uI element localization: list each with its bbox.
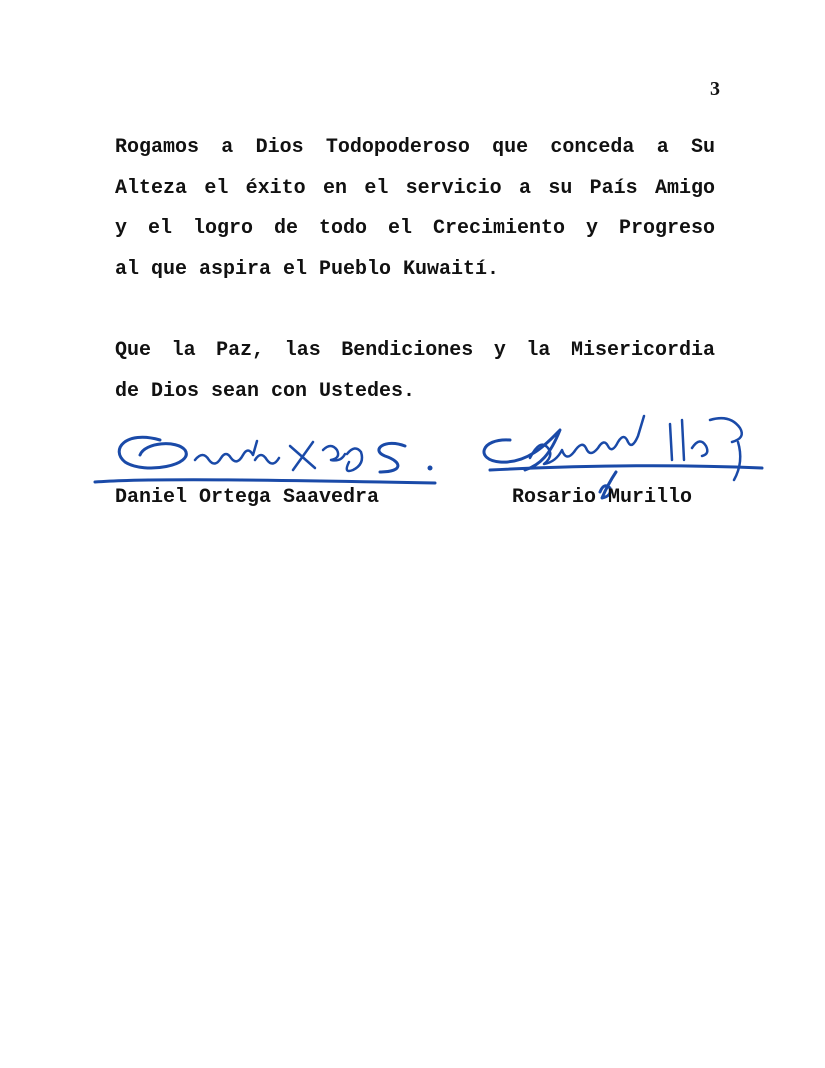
page-number: 3 [710,78,720,100]
closing-paragraph-line: Rogamos a Dios Todopoderoso que conceda a Su [115,136,715,159]
closing-paragraph-line: al que aspira el Pueblo Kuwaití. [115,257,500,281]
closing-paragraph-line: Alteza el éxito en el servicio a su País Amigo [115,176,715,200]
blessing-paragraph-line: Que la Paz, las Bendiciones y la Misericordia [115,339,715,362]
signer-name-left: Daniel Ortega Saavedra [115,486,380,509]
closing-paragraph [115,128,715,290]
signer-name-right: Rosario Murillo [512,486,693,509]
blessing-paragraph-line: de Dios sean con Ustedes. [115,379,416,403]
closing-paragraph-line: y el logro de todo el Crecimiento y Progreso [115,217,715,240]
